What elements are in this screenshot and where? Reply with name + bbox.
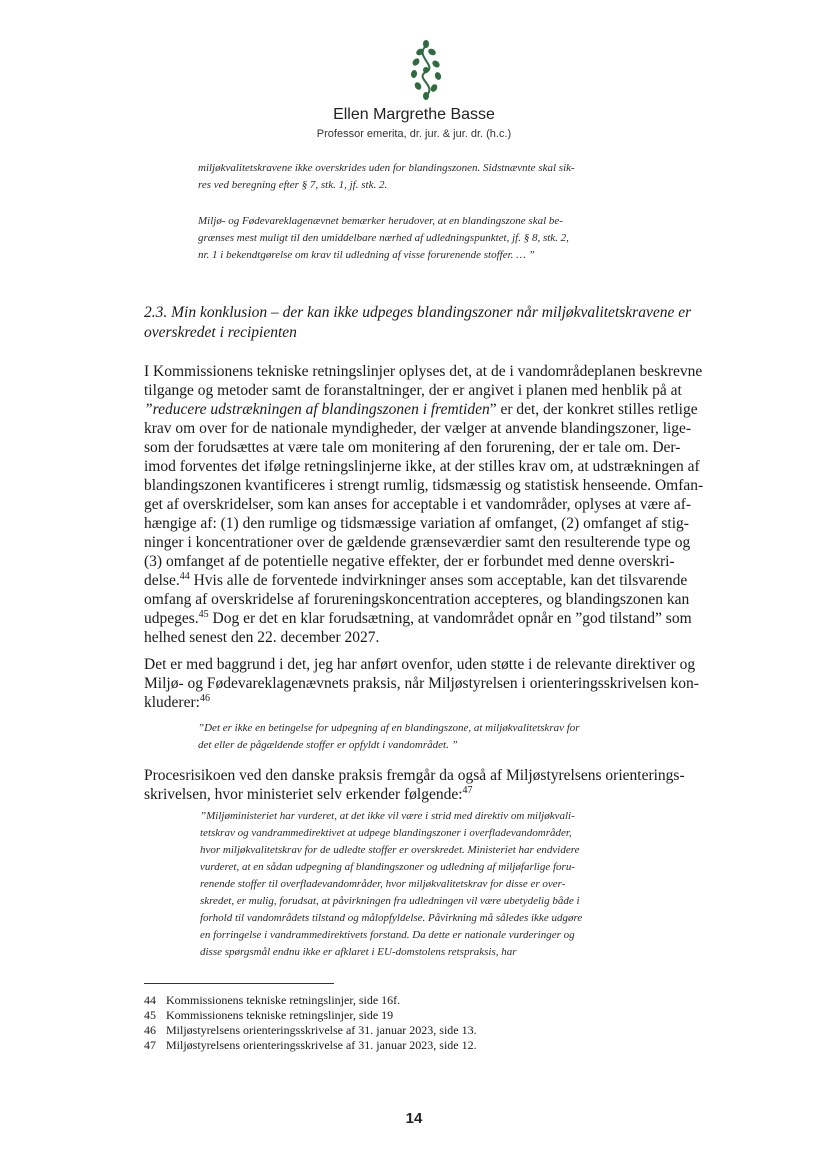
quote-line: vurderet, at en sådan udpegning af blandingszoner og udledning af miljøfarlige foru-	[200, 861, 575, 873]
footnote-number: 47	[144, 1038, 156, 1052]
footnote-text: Miljøstyrelsens orienteringsskrivelse af 31. januar 2023, side 12.	[166, 1038, 477, 1052]
quote-ministry	[200, 808, 680, 961]
quote-line: skredet, er mulig, forudsat, at påvirkningen fra udledningen vil være ubetydelig både i	[200, 895, 580, 907]
quote-line: renende stoffer til overfladevandområder, hvor miljøkvalitetskrav for disse er over-	[200, 878, 566, 890]
footnote-ref-45[interactable]: 45	[198, 608, 209, 620]
italic-phrase: ”reducere udstrækningen af blandingszonen i fremtiden	[144, 401, 490, 418]
author-name: Ellen Margrethe Basse	[333, 106, 495, 123]
quote-line: en forringelse i vandrammedirektivets forstand. Da dette er nationale vurderinger og	[200, 929, 575, 941]
section-heading-line: 2.3. Min konklusion – der kan ikke udpeges blandingszoner når miljøkvalitetskravene er	[144, 304, 692, 321]
footnote-text: Kommissionens tekniske retningslinjer, side 19	[166, 1008, 394, 1022]
quote-line: Miljø- og Fødevareklagenævnet bemærker herudover, at en blandingszone skal be-	[198, 215, 563, 227]
quote-line: tetskrav og vandrammedirektivet at udpege blandingszoner i overfladevandområder,	[200, 827, 572, 839]
para-text: kluderer:	[144, 694, 200, 711]
body-paragraph-3	[144, 766, 724, 804]
para-text: ” er det, der konkret stilles retlige	[489, 401, 698, 418]
quote-line: det eller de pågældende stoffer er opfyldt i vandområdet. ”	[198, 739, 458, 751]
footnote-item	[144, 1023, 724, 1038]
quote-line: hvor miljøkvalitetskrav for de udledte stoffer er overskredet. Ministeriet har endvidere	[200, 844, 580, 856]
quote-line: ”Det er ikke en betingelse for udpegning af en blandingszone, at miljøkvalitetskrav for	[198, 722, 580, 734]
para-text: Dog er det en klar forudsætning, at vandområdet opnår en ”god tilstand” som	[208, 610, 692, 627]
para-line	[144, 400, 724, 419]
para-line: Procesrisikoen ved den danske praksis fremgår da også af Miljøstyrelsens orienterings-	[144, 767, 685, 784]
para-line: imod forventes det ifølge retningslinjerne ikke, at der stilles krav om, at udstrækningen af	[144, 458, 700, 475]
para-line: get af overskridelser, som kan anses for acceptable i et vandområder, oplyses at være af-	[144, 496, 692, 513]
body-paragraph-1	[144, 362, 724, 647]
footnote-ref-47[interactable]: 47	[462, 784, 473, 796]
footnote-item	[144, 993, 724, 1008]
footnote-divider	[144, 983, 334, 984]
para-line: som der forudsættes at være tale om monitering af den forurening, der er tale om. Der-	[144, 439, 681, 456]
quote-environment-agency	[198, 720, 698, 754]
footnote-number: 44	[144, 993, 156, 1007]
para-line: omfang af overskridelse af forureningskoncentration accepteres, og blandingszonen kan	[144, 591, 690, 608]
quote-tribunal-remark	[198, 213, 688, 264]
para-line: krav om over for de nationale myndigheder, der vælger at anvende blandingszoner, lige-	[144, 420, 692, 437]
para-line: ninger i koncentrationer over de gældende grænseværdier samt den resulterende type og	[144, 534, 691, 551]
section-heading	[144, 303, 724, 343]
para-text: skrivelsen, hvor ministeriet selv erkender følgende:	[144, 786, 463, 803]
author-title: Professor emerita, dr. jur. & jur. dr. (h.c.)	[316, 128, 512, 140]
footnote-number: 45	[144, 1008, 156, 1022]
quote-continuation	[198, 160, 688, 194]
footnote-ref-46[interactable]: 46	[199, 692, 210, 704]
section-heading-line: overskredet i recipienten	[144, 324, 297, 341]
para-line: blandingszonen kvantificeres i strengt rumlig, tidsmæssig og statistisk henseende. Omfan-	[144, 477, 704, 494]
para-line: I Kommissionens tekniske retningslinjer oplyses det, at de i vandområdeplanen beskrevne	[144, 363, 703, 380]
para-line: tilgange og metoder samt de foranstaltninger, der er angivet i planen med henblik på at	[144, 382, 682, 399]
para-line: Det er med baggrund i det, jeg har anført ovenfor, uden støtte i de relevante direktiver og	[144, 656, 696, 673]
para-text: delse.	[144, 572, 180, 589]
para-line	[144, 693, 724, 712]
ornamental-leaf-logo-icon	[406, 38, 446, 104]
para-line	[144, 609, 724, 628]
para-text: Hvis alle de forventede indvirkninger anses som acceptable, kan det tilsvarende	[189, 572, 688, 589]
quote-line: forhold til vandområdets tilstand og målopfyldelse. Påvirkning må således ikke udgøre	[200, 912, 583, 924]
footnote-number: 46	[144, 1023, 156, 1037]
footnote-ref-44[interactable]: 44	[179, 570, 190, 582]
para-line: (3) omfanget af de potentielle negative effekter, der er forbundet med denne overskri-	[144, 553, 675, 570]
para-line: hængige af: (1) den rumlige og tidsmæssige variation af omfanget, (2) omfanget af stig-	[144, 515, 689, 532]
para-line: Miljø- og Fødevareklagenævnets praksis, når Miljøstyrelsen i orienteringsskrivelsen kon-	[144, 675, 699, 692]
footnote-item	[144, 1038, 724, 1053]
para-line: helhed senest den 22. december 2027.	[144, 629, 380, 646]
para-line	[144, 785, 724, 804]
page-number: 14	[405, 1110, 423, 1127]
quote-line: grænses mest muligt til den umiddelbare nærhed af udledningspunktet, jf. § 8, stk. 2,	[198, 232, 569, 244]
body-paragraph-2	[144, 655, 724, 712]
footnotes	[144, 993, 724, 1053]
para-line	[144, 571, 724, 590]
footnote-text: Miljøstyrelsens orienteringsskrivelse af 31. januar 2023, side 13.	[166, 1023, 477, 1037]
quote-line: nr. 1 i bekendtgørelse om krav til udledning af visse forurenende stoffer. … ”	[198, 249, 535, 261]
footnote-item	[144, 1008, 724, 1023]
quote-line: ”Miljøministeriet har vurderet, at det ikke vil være i strid med direktiv om miljøkvali-	[200, 810, 575, 822]
footnote-text: Kommissionens tekniske retningslinjer, side 16f.	[166, 993, 401, 1007]
para-text: udpeges.	[144, 610, 199, 627]
quote-line: miljøkvalitetskravene ikke overskrides uden for blandingszonen. Sidstnævnte skal sik-	[198, 162, 575, 174]
quote-line: disse spørgsmål endnu ikke er afklaret i EU-domstolens retspraksis, har	[200, 946, 517, 958]
quote-line: res ved beregning efter § 7, stk. 1, jf. stk. 2.	[198, 179, 388, 191]
